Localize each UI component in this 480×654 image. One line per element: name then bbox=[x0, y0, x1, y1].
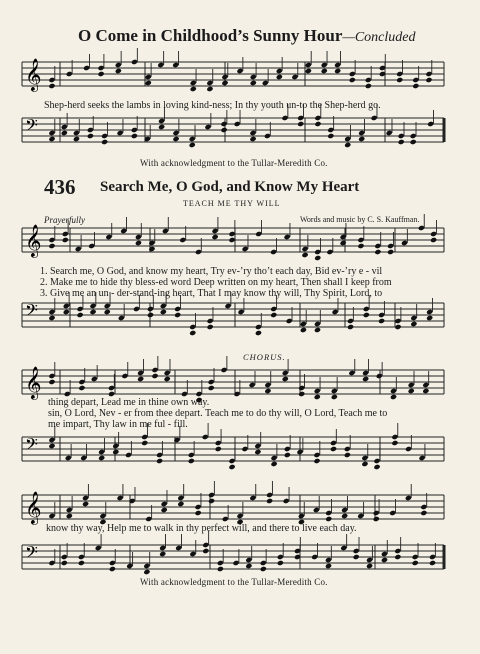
hymn-number: 436 bbox=[44, 175, 76, 199]
hymn-title: Search Me, O God, and Know My Heart bbox=[100, 179, 360, 195]
line4-lyric: know thy way, Help me to walk in thy perfect will, and there to live each day. bbox=[46, 523, 357, 534]
verse-3: 3. Give me an un - der-stand-ing heart, That I may know thy will, Thy Spirit, Lord, to bbox=[40, 288, 383, 299]
svg-text:𝄢: 𝄢 bbox=[25, 115, 38, 139]
previous-hymn-title: O Come in Childhood’s Sunny Hour—Concluded bbox=[78, 26, 416, 45]
acknowledgment-2: With acknowledgment to the Tullar-Meredith Co. bbox=[140, 577, 328, 587]
svg-text:𝄞: 𝄞 bbox=[25, 366, 42, 399]
svg-text:𝄞: 𝄞 bbox=[25, 491, 42, 524]
tempo-marking: Prayerfully bbox=[44, 215, 85, 225]
svg-text:𝄢: 𝄢 bbox=[25, 300, 38, 324]
previous-hymn-lyric: Shep-herd seeks the lambs in loving kind-ness; In thy youth un-to the Shep-herd go. bbox=[44, 100, 381, 111]
svg-text:𝄞: 𝄞 bbox=[25, 58, 42, 91]
line3-verse1: thing depart, Lead me in thine own way. bbox=[48, 397, 210, 408]
svg-text:𝄢: 𝄢 bbox=[25, 542, 38, 566]
author-credit: Words and music by C. S. Kauffman. bbox=[300, 215, 420, 224]
svg-text:𝄢: 𝄢 bbox=[25, 434, 38, 458]
chorus-label: CHORUS. bbox=[243, 352, 286, 362]
line3-verse2: sin, O Lord, Nev - er from thee depart. Teach me to do thy will, O Lord, Teach me to bbox=[48, 408, 388, 419]
acknowledgment-1: With acknowledgment to the Tullar-Meredith Co. bbox=[140, 158, 328, 168]
hymn-subtitle: TEACH ME THY WILL bbox=[183, 199, 281, 208]
svg-text:𝄞: 𝄞 bbox=[25, 224, 42, 257]
line3-verse3: me impart, Thy law in me ful - fill. bbox=[48, 419, 188, 430]
verse-1: 1. Search me, O God, and know my heart, Try ev-’ry tho’t each day, Bid ev-’ry e - vil bbox=[40, 266, 383, 277]
verse-2: 2. Make me to hide thy bless-ed word Deep written on my heart, Then shall I keep from bbox=[40, 277, 392, 288]
